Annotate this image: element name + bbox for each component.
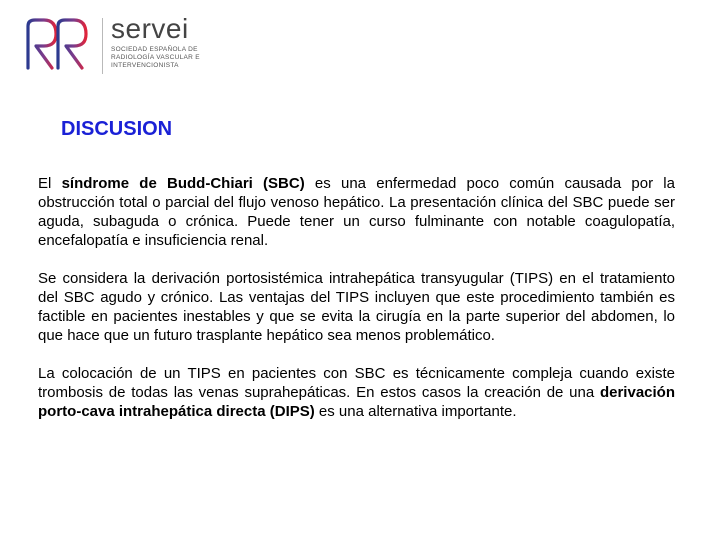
discussion-body [38,174,675,440]
paragraph-1-highlight: síndrome de Budd-Chiari (SBC) [61,175,305,192]
paragraph-1-rest: es una enfermedad poco común causada por la obstrucción total o parcial del flujo venoso hepático. La presentación clínica del SBC puede ser aguda, subaguda o crónica. Puede tener un curso fulminante con notable coagulopatía, encefalopatía e insuficiencia renal. [38,175,675,249]
brand-subtitle: SOCIEDAD ESPAÑOLA DE RADIOLOGÍA VASCULAR E INTERVENCIONISTA [111,46,200,69]
logo-text [111,14,201,70]
brand-name: servei [111,13,189,44]
paragraph-3-intro: La colocación de un TIPS en pacientes con SBC es técnicamente compleja cuando existe trombosis de todas las venas suprahepáticas. En estos casos la creación de una [38,365,675,401]
paragraph-1 [38,174,675,250]
paragraph-2: Se considera la derivación portosistémica intrahepática transyugular (TIPS) en el tratamiento del SBC agudo y crónico. Las ventajas del TIPS incluyen que este procedimiento también es factible en pacientes inestables y que se evita la cirugía en la parte superior del abdomen, lo que hace que un futuro trasplante hepático sea menos problemático. [38,270,675,344]
logo-divider [102,18,103,74]
header-logo [22,14,201,76]
paragraph-3 [38,364,675,421]
paragraph-1-intro: El [38,175,62,192]
servei-logo-icon [22,14,94,76]
page-title: DISCUSION [61,118,173,140]
paragraph-3-highlight: derivación porto-cava intrahepática directa (DIPS) [38,384,675,420]
paragraph-3-rest: es una alternativa importante. [314,403,517,420]
